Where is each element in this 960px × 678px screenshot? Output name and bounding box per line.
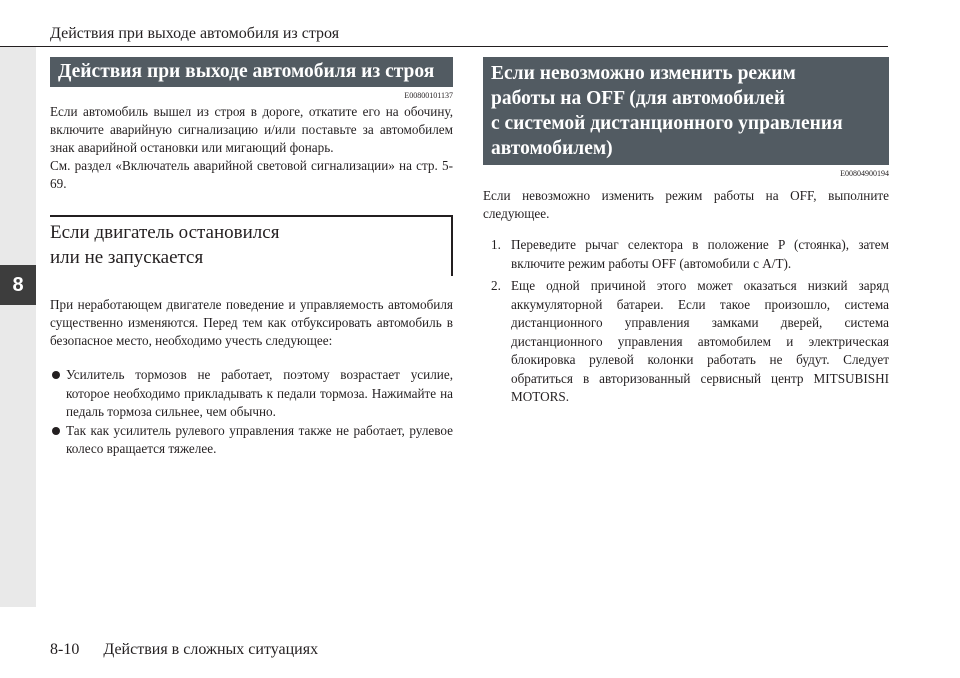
chapter-tab[interactable]: 8 — [0, 265, 36, 305]
section-heading-breakdown: Действия при выходе автомобиля из строя — [50, 57, 453, 87]
heading-line: автомобилем) — [491, 138, 613, 159]
footer-section-title: Действия в сложных ситуациях — [103, 641, 319, 658]
breakdown-paragraph — [50, 103, 453, 193]
bullet-icon — [52, 371, 60, 379]
bullet-text: Усилитель тормозов не работает, поэтому возрастает усилие, которое необходимо прикладывать к педали тормоза. Нажимайте на педаль тормоза сильнее, чем обычно. — [66, 367, 453, 419]
right-column — [483, 57, 889, 411]
left-column — [50, 57, 453, 459]
item-text: Еще одной причиной этого может оказаться низкий заряд аккумуляторной батареи. Если такое произошло, система дистанционного управления замками дверей, система дистанционного управления автомобилем и электрическая блокировка рулевой колонки работать не будут. Следует обратиться в авторизованный сервисный центр MITSUBISHI MOTORS. — [511, 278, 889, 404]
heading-line: работы на OFF (для автомобилей — [491, 88, 786, 109]
bullet-text: Так как усилитель рулевого управления также не работает, рулевое колесо вращается тяжелее. — [66, 422, 453, 456]
header-rule — [0, 46, 888, 47]
bullet-icon — [52, 427, 60, 435]
item-number: 2. — [491, 278, 501, 293]
breakdown-reference: См. раздел «Включатель аварийной световой сигнализации» на стр. 5-69. — [50, 158, 453, 191]
list-item — [50, 366, 453, 422]
page-number: 8-10 — [50, 641, 80, 658]
chapter-side-band — [0, 47, 36, 607]
numbered-list — [483, 236, 889, 407]
breakdown-text: Если автомобиль вышел из строя в дороге, откатите его на обочину, включите аварийную сигнализацию и/или поставьте за автомобилем знак аварийной остановки или мигающий фонарь. — [50, 104, 453, 155]
heading-line: Если невозможно изменить режим — [491, 63, 796, 84]
section-heading-off-mode — [483, 57, 889, 165]
off-mode-intro: Если невозможно изменить режим работы на OFF, выполните следующее. — [483, 188, 889, 221]
section-code: E00804900194 — [840, 169, 889, 178]
item-number: 1. — [491, 237, 501, 252]
heading-line: или не запускается — [50, 247, 204, 268]
section-heading-engine-stopped — [50, 215, 453, 276]
bullet-list — [50, 366, 453, 459]
engine-stopped-paragraph: При неработающем двигателе поведение и управляемость автомобиля существенно изменяются. Перед тем как отбуксировать автомобиль в безопасное место, необходимо учесть следующее: — [50, 297, 453, 348]
list-item — [50, 422, 453, 459]
list-item — [491, 236, 889, 273]
page-header: Действия при выходе автомобиля из строя — [50, 25, 340, 42]
page-footer — [50, 640, 338, 660]
list-item — [491, 277, 889, 407]
section-code: E00800101137 — [404, 91, 453, 100]
heading-line: Если двигатель остановился — [50, 222, 280, 243]
item-text: Переведите рычаг селектора в положение P (стоянка), затем включите режим работы OFF (автомобили с A/T). — [511, 237, 889, 271]
heading-line: с системой дистанционного управления — [491, 113, 843, 134]
